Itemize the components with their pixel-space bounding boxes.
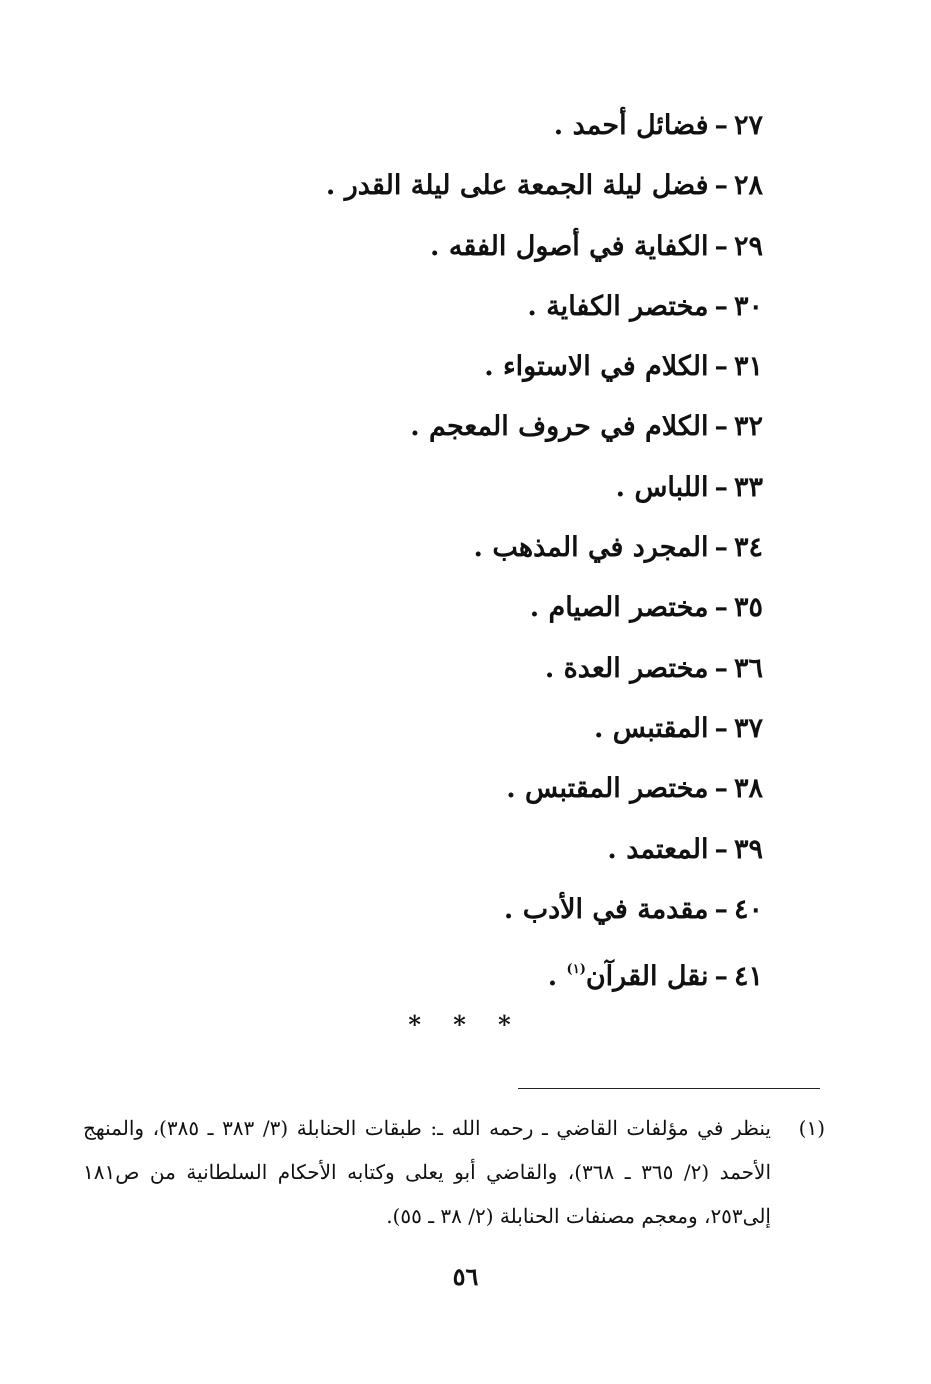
footnote-marker: (١) <box>798 1116 825 1140</box>
item-separator: – <box>714 351 728 383</box>
item-separator: – <box>714 411 728 443</box>
item-title: الكلام في حروف المعجم . <box>410 411 709 443</box>
list-item <box>203 217 763 277</box>
item-title: مقدمة في الأدب . <box>503 893 709 925</box>
item-title: المقتبس . <box>593 712 709 744</box>
item-separator: – <box>714 230 728 262</box>
works-list <box>203 96 763 1000</box>
item-separator: – <box>714 532 728 564</box>
item-title-tail: . <box>547 961 567 993</box>
list-item <box>203 880 763 940</box>
item-number: ٤١ <box>733 961 763 993</box>
footnote-text: ينظر في مؤلفات القاضي ـ رحمه الله ـ: طبقات الحنابلة (٣/ ٣٨٣ ـ ٣٨٥)، والمنهج الأحمد (٢/ ٣٦٥ ـ ٣٦٨)، والقاضي أبو يعلى وكتابه الأحكام السلطانية من ص١٨١ إلى٢٥٣، ومعجم مصنفات الحنابلة (٢/ ٣٨ ـ ٥٥). <box>83 1116 772 1228</box>
item-number: ٢٧ <box>733 110 763 141</box>
list-item <box>203 156 763 216</box>
item-separator: – <box>714 170 728 202</box>
item-number: ٢٩ <box>733 230 763 262</box>
item-number: ٣٦ <box>733 652 763 684</box>
item-separator: – <box>714 290 728 322</box>
item-title: الكفاية في أصول الفقه . <box>430 230 709 262</box>
item-title: مختصر الكفاية . <box>527 290 709 322</box>
item-number: ٤٠ <box>733 893 763 925</box>
list-item <box>203 277 763 337</box>
list-item <box>203 96 763 156</box>
list-item <box>203 337 763 397</box>
list-item <box>203 578 763 638</box>
list-item <box>203 458 763 518</box>
item-title: المعتمد . <box>607 833 709 865</box>
item-separator: – <box>714 961 728 993</box>
section-break: * * * <box>408 1010 523 1039</box>
list-item <box>203 759 763 819</box>
item-number: ٣٧ <box>733 712 763 744</box>
item-title: مختصر المقتبس . <box>506 773 709 805</box>
item-separator: – <box>714 773 728 805</box>
item-separator: – <box>714 592 728 624</box>
footnote-reference[interactable]: (١) <box>566 962 586 978</box>
list-item <box>203 820 763 880</box>
item-number: ٣٤ <box>733 532 763 564</box>
item-title: اللباس . <box>615 471 709 503</box>
item-separator: – <box>714 833 728 865</box>
item-number: ٣١ <box>733 351 763 383</box>
item-number: ٣٩ <box>733 833 763 865</box>
item-separator: – <box>714 712 728 744</box>
item-separator: – <box>714 110 728 141</box>
item-number: ٣٨ <box>733 773 763 805</box>
item-title: نقل القرآن <box>585 961 709 993</box>
item-title: المجرد في المذهب . <box>473 532 709 564</box>
page-number: ٥٦ <box>452 1262 479 1291</box>
item-title: فضل ليلة الجمعة على ليلة القدر . <box>325 170 709 202</box>
item-number: ٢٨ <box>733 170 763 202</box>
item-number: ٣٥ <box>733 592 763 624</box>
list-item <box>203 639 763 699</box>
list-item <box>203 397 763 457</box>
item-title: الكلام في الاستواء . <box>484 351 709 383</box>
list-item <box>203 518 763 578</box>
item-title: مختصر العدة . <box>544 652 709 684</box>
item-number: ٣٢ <box>733 411 763 443</box>
item-separator: – <box>714 471 728 503</box>
list-item <box>203 940 763 1000</box>
item-separator: – <box>714 652 728 684</box>
footnote-divider <box>518 1088 820 1089</box>
item-title: مختصر الصيام . <box>529 592 709 624</box>
item-title: فضائل أحمد . <box>553 110 709 141</box>
item-number: ٣٣ <box>733 471 763 503</box>
item-separator: – <box>714 893 728 925</box>
list-item <box>203 699 763 759</box>
item-number: ٣٠ <box>733 290 763 322</box>
